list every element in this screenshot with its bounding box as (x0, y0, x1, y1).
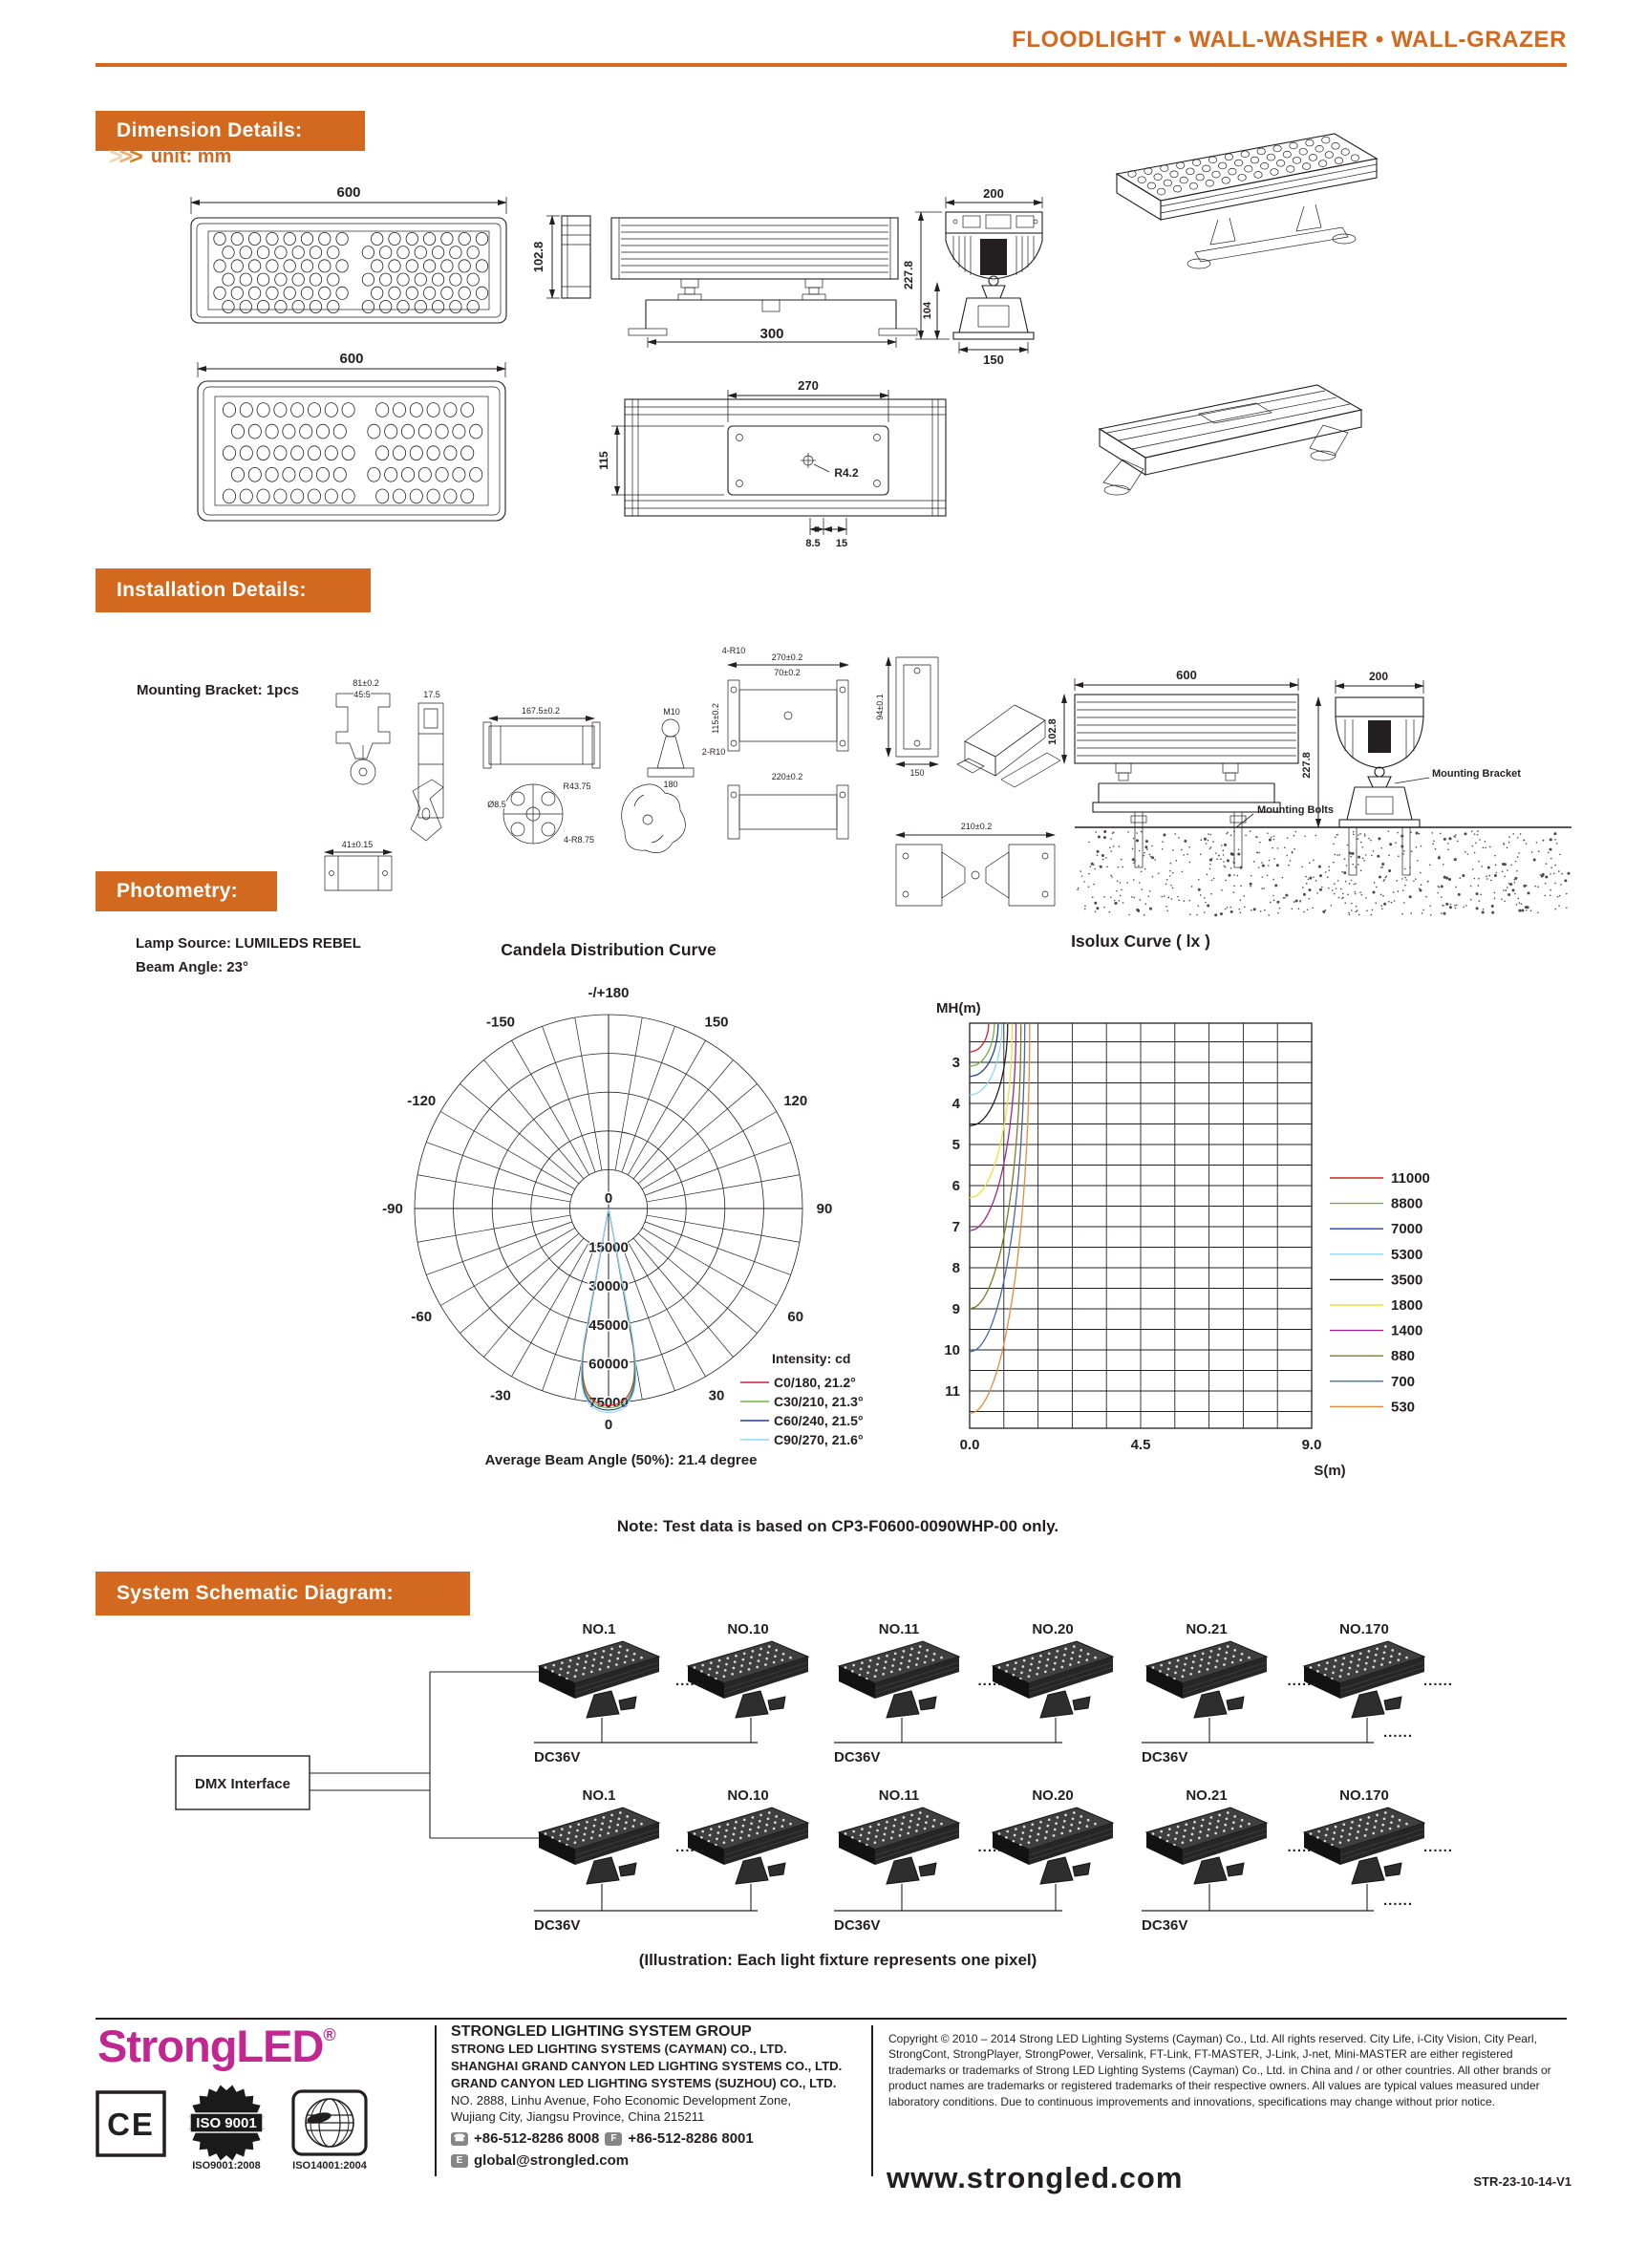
svg-text:5300: 5300 (1391, 1246, 1423, 1263)
svg-text:DC36V: DC36V (1142, 1917, 1188, 1934)
svg-text:Average Beam Angle (50%): 21.4: Average Beam Angle (50%): 21.4 degree (484, 1452, 758, 1468)
iso14001-globe-icon (290, 2088, 369, 2159)
svg-text:150: 150 (909, 768, 925, 778)
svg-text:ISO 9001: ISO 9001 (196, 2115, 257, 2131)
website-url: www.strongled.com (887, 2161, 1184, 2194)
document-code: STR-23-10-14-V1 (1473, 2174, 1572, 2189)
svg-text:......: ...... (977, 1839, 1008, 1855)
phone-fax-row (451, 2130, 862, 2147)
candela-distribution-chart (382, 985, 863, 1468)
svg-text:......: ...... (1423, 1673, 1454, 1689)
svg-text:530: 530 (1391, 1399, 1416, 1416)
svg-text:R43.75: R43.75 (563, 781, 591, 791)
lamp-source-label: Lamp Source: LUMILEDS REBEL (136, 935, 361, 952)
front-view-2-drawing (198, 351, 505, 521)
svg-text:C90/270, 21.6°: C90/270, 21.6° (774, 1432, 864, 1447)
svg-text:4-R8.75: 4-R8.75 (563, 835, 595, 845)
svg-text:70±0.2: 70±0.2 (774, 668, 801, 677)
svg-text:......: ...... (1383, 1724, 1414, 1741)
iso14001-caption: ISO14001:2004 (292, 2160, 367, 2172)
iso9001-caption: ISO9001:2008 (192, 2160, 261, 2172)
light-fixture (1304, 1641, 1424, 1718)
svg-text:C60/240, 21.5°: C60/240, 21.5° (774, 1413, 864, 1428)
svg-text:81±0.2: 81±0.2 (353, 678, 379, 688)
svg-text:-150: -150 (485, 1014, 516, 1031)
svg-text:90: 90 (816, 1201, 833, 1217)
svg-text:41±0.15: 41±0.15 (341, 840, 374, 849)
dim-base-width: 150 (983, 353, 1004, 367)
svg-text:9.0: 9.0 (1301, 1437, 1322, 1453)
bracket-detail-drawings (325, 646, 1060, 906)
svg-text:C0/180, 21.2°: C0/180, 21.2° (774, 1375, 856, 1390)
light-fixture (539, 1641, 659, 1718)
svg-text:167.5±0.2: 167.5±0.2 (522, 706, 560, 716)
isolux-chart-title: Isolux Curve ( lx ) (1071, 931, 1210, 951)
ce-mark-icon (96, 2090, 166, 2157)
svg-text:-120: -120 (407, 1093, 437, 1109)
email-icon: E (451, 2154, 468, 2168)
perspective-view-drawing (1117, 134, 1377, 268)
svg-text:CE: CE (107, 2107, 155, 2142)
svg-text:2-R10: 2-R10 (701, 747, 726, 757)
strongled-logo (97, 2020, 335, 2072)
svg-text:7: 7 (951, 1219, 960, 1235)
candela-chart-title: Candela Distribution Curve (501, 940, 716, 959)
schematic-caption: (Illustration: Each light fixture represents one pixel) (638, 1951, 1037, 1969)
svg-text:-/+180: -/+180 (588, 985, 630, 1001)
installation-details-title: Installation Details: (117, 579, 307, 601)
system-schematic (176, 1621, 1453, 1934)
svg-text:-60: -60 (411, 1309, 433, 1325)
svg-text:NO.11: NO.11 (878, 1787, 920, 1804)
svg-text:Ø8.5: Ø8.5 (487, 800, 506, 809)
dim-rear-width: 600 (339, 351, 364, 367)
svg-text:DMX Interface: DMX Interface (194, 1776, 291, 1792)
light-fixture (839, 1808, 959, 1884)
svg-text:0: 0 (604, 1417, 613, 1433)
svg-text:1800: 1800 (1391, 1297, 1423, 1314)
perspective-rear-view-drawing (1100, 385, 1361, 495)
svg-text:270±0.2: 270±0.2 (771, 653, 803, 662)
svg-text:DC36V: DC36V (834, 1749, 881, 1765)
schematic-title: System Schematic Diagram: (117, 1582, 394, 1604)
svg-text:......: ...... (1287, 1673, 1317, 1689)
svg-text:30: 30 (708, 1387, 725, 1404)
svg-text:NO.170: NO.170 (1339, 1621, 1389, 1637)
dim-slot-width: 8.5 (805, 538, 821, 549)
svg-text:11000: 11000 (1391, 1170, 1430, 1187)
email-row (451, 2152, 862, 2169)
svg-text:210±0.2: 210±0.2 (960, 822, 993, 831)
dim-front-width: 600 (336, 184, 361, 201)
end-profile-drawing (531, 216, 590, 298)
footer-divider-1 (435, 2025, 437, 2176)
email-address: global@strongled.com (474, 2152, 630, 2169)
svg-text:115±0.2: 115±0.2 (711, 703, 720, 734)
light-fixture (688, 1808, 808, 1884)
light-fixture (688, 1641, 808, 1718)
test-data-note: Note: Test data is based on CP3-F0600-0090WHP-00 only. (616, 1517, 1059, 1535)
svg-text:94±0.1: 94±0.1 (875, 694, 885, 720)
svg-text:120: 120 (783, 1093, 808, 1109)
svg-text:NO.20: NO.20 (1032, 1787, 1074, 1804)
svg-text:17.5: 17.5 (423, 690, 440, 699)
svg-text:1400: 1400 (1391, 1322, 1423, 1339)
svg-text:NO.1: NO.1 (582, 1787, 616, 1804)
svg-text:45000: 45000 (588, 1316, 629, 1334)
svg-text:880: 880 (1391, 1348, 1416, 1365)
dimension-details-title: Dimension Details: (117, 119, 303, 141)
svg-text:NO.11: NO.11 (878, 1621, 920, 1637)
svg-text:30000: 30000 (588, 1278, 629, 1295)
install-dim-end-width: 200 (1368, 670, 1389, 683)
light-fixture (539, 1808, 659, 1884)
svg-text:150: 150 (704, 1014, 729, 1031)
phone-icon: ☎ (451, 2132, 468, 2146)
svg-text:DC36V: DC36V (534, 1749, 581, 1765)
svg-text:MH(m): MH(m) (936, 1000, 981, 1016)
dim-bracket-span: 300 (759, 326, 784, 342)
dim-plate-width: 270 (798, 378, 819, 393)
svg-text:-30: -30 (490, 1387, 511, 1404)
svg-text:NO.21: NO.21 (1186, 1787, 1228, 1804)
end-view-drawing (902, 186, 1042, 367)
light-fixture (839, 1641, 959, 1718)
copyright-text: Copyright © 2010 – 2014 Strong LED Lighting Systems (Cayman) Co., Ltd. All rights reserved. City Life, i-City Vision, City Pearl, StrongCont, StrongPlayer, StrongPower, Versalink, FT-Link, FT-MASTER, J-Link, J-net, Mini-MASTER are either registered trademarks or trademarks of Strong LED Lighting Systems (Cayman) Co., Ltd. in China and / or other countries. All other brands or product names are trademarks or registered trademarks of their respective owners. All values are typical values measured under laboratory conditions. Due to continuous improvements and innovations, specifications may change without prior notice. (888, 2032, 1551, 2108)
phone-number: +86-512-8286 8008 (474, 2130, 600, 2147)
light-fixture (993, 1808, 1113, 1884)
svg-text:700: 700 (1391, 1373, 1416, 1390)
dim-slot-offset: 15 (835, 538, 848, 549)
install-dim-height: 102.8 (1047, 718, 1058, 745)
svg-text:3: 3 (951, 1055, 960, 1071)
front-view-drawing (191, 184, 506, 323)
svg-text:......: ...... (1423, 1839, 1454, 1855)
footer-divider-2 (871, 2025, 873, 2176)
company-info-block (451, 2023, 862, 2169)
iso9001-badge-icon (185, 2085, 267, 2165)
beam-angle-label: Beam Angle: 23° (136, 959, 248, 975)
svg-text:8800: 8800 (1391, 1195, 1423, 1212)
svg-text:NO.1: NO.1 (582, 1621, 616, 1637)
photometry-title: Photometry: (117, 880, 238, 902)
address-line-1: NO. 2888, Linhu Avenue, Foho Economic Development Zone, (451, 2093, 792, 2108)
mounting-bracket-callout: Mounting Bracket (1432, 768, 1521, 780)
svg-text:NO.21: NO.21 (1186, 1621, 1228, 1637)
logo-text: StrongLED (97, 2021, 324, 2071)
svg-text:S(m): S(m) (1314, 1463, 1346, 1479)
svg-text:6: 6 (951, 1178, 960, 1194)
isolux-chart (936, 1000, 1430, 1479)
mounting-bolts-callout: Mounting Bolts (1257, 804, 1335, 816)
svg-text:75000: 75000 (588, 1395, 629, 1411)
svg-text:-90: -90 (382, 1201, 403, 1217)
side-elevation-drawing (611, 218, 917, 348)
svg-text:......: ...... (1383, 1893, 1414, 1909)
company-line-3: GRAND CANYON LED LIGHTING SYSTEMS (SUZHOU) CO., LTD. (451, 2076, 837, 2090)
address-line-2: Wujiang City, Jiangsu Province, China 215211 (451, 2109, 705, 2124)
svg-text:Intensity: cd: Intensity: cd (772, 1351, 851, 1366)
unit-chevrons-icon: >>> (109, 143, 143, 170)
svg-text:7000: 7000 (1391, 1221, 1423, 1238)
svg-text:M10: M10 (663, 707, 680, 717)
mounting-bracket-qty: Mounting Bracket: 1pcs (137, 682, 300, 698)
svg-text:0.0: 0.0 (959, 1437, 980, 1453)
dim-overall-height: 227.8 (902, 260, 915, 290)
svg-text:60: 60 (787, 1309, 804, 1325)
svg-text:DC36V: DC36V (534, 1917, 581, 1934)
light-fixture (1146, 1641, 1267, 1718)
svg-text:220±0.2: 220±0.2 (771, 772, 803, 781)
svg-text:DC36V: DC36V (834, 1917, 881, 1934)
fax-icon: F (605, 2132, 622, 2146)
rear-view-drawing (597, 378, 946, 549)
logo-registered-mark: ® (323, 2025, 335, 2044)
svg-text:60000: 60000 (588, 1356, 629, 1373)
svg-text:NO.10: NO.10 (727, 1787, 769, 1804)
group-title: STRONGLED LIGHTING SYSTEM GROUP (451, 2023, 752, 2040)
svg-text:NO.10: NO.10 (727, 1621, 769, 1637)
mounting-bolt-right (802, 279, 825, 300)
svg-text:0: 0 (604, 1190, 613, 1207)
company-line-2: SHANGHAI GRAND CANYON LED LIGHTING SYSTEMS CO., LTD. (451, 2059, 843, 2073)
dim-corner-radius: R4.2 (834, 466, 859, 480)
svg-text:9: 9 (951, 1301, 960, 1317)
install-dim-width: 600 (1176, 668, 1197, 682)
svg-text:45.5: 45.5 (353, 690, 371, 699)
svg-text:5: 5 (951, 1137, 960, 1153)
installation-figure (1047, 668, 1572, 916)
svg-text:11: 11 (945, 1383, 960, 1400)
svg-text:......: ...... (675, 1839, 706, 1855)
company-line-1: STRONG LED LIGHTING SYSTEMS (CAYMAN) CO., LTD. (451, 2042, 787, 2056)
svg-text:4-R10: 4-R10 (721, 646, 746, 655)
dim-end-width: 200 (983, 186, 1004, 201)
light-fixture (1146, 1808, 1267, 1884)
svg-text:15000: 15000 (588, 1239, 629, 1256)
svg-text:3500: 3500 (1391, 1272, 1423, 1289)
dim-plate-height: 115 (597, 451, 610, 470)
svg-text:......: ...... (1287, 1839, 1317, 1855)
svg-text:NO.20: NO.20 (1032, 1621, 1074, 1637)
install-dim-overall-height: 227.8 (1301, 752, 1313, 779)
svg-text:DC36V: DC36V (1142, 1749, 1188, 1765)
dim-base-height: 104 (922, 301, 933, 320)
svg-text:......: ...... (675, 1673, 706, 1689)
unit-label: unit: mm (150, 146, 232, 167)
svg-text:C30/210, 21.3°: C30/210, 21.3° (774, 1394, 864, 1409)
svg-text:......: ...... (977, 1673, 1008, 1689)
light-fixture (993, 1641, 1113, 1718)
svg-text:10: 10 (944, 1342, 960, 1359)
svg-text:8: 8 (951, 1260, 960, 1276)
svg-text:180: 180 (663, 780, 678, 789)
light-fixture (1304, 1808, 1424, 1884)
mounting-bolt-left (678, 279, 701, 300)
svg-text:4: 4 (951, 1096, 960, 1112)
svg-text:4.5: 4.5 (1130, 1437, 1151, 1453)
fax-number: +86-512-8286 8001 (628, 2130, 754, 2147)
dim-profile-height: 102.8 (531, 241, 545, 273)
svg-text:NO.170: NO.170 (1339, 1787, 1389, 1804)
page-title: FLOODLIGHT • WALL-WASHER • WALL-GRAZER (1012, 27, 1567, 53)
